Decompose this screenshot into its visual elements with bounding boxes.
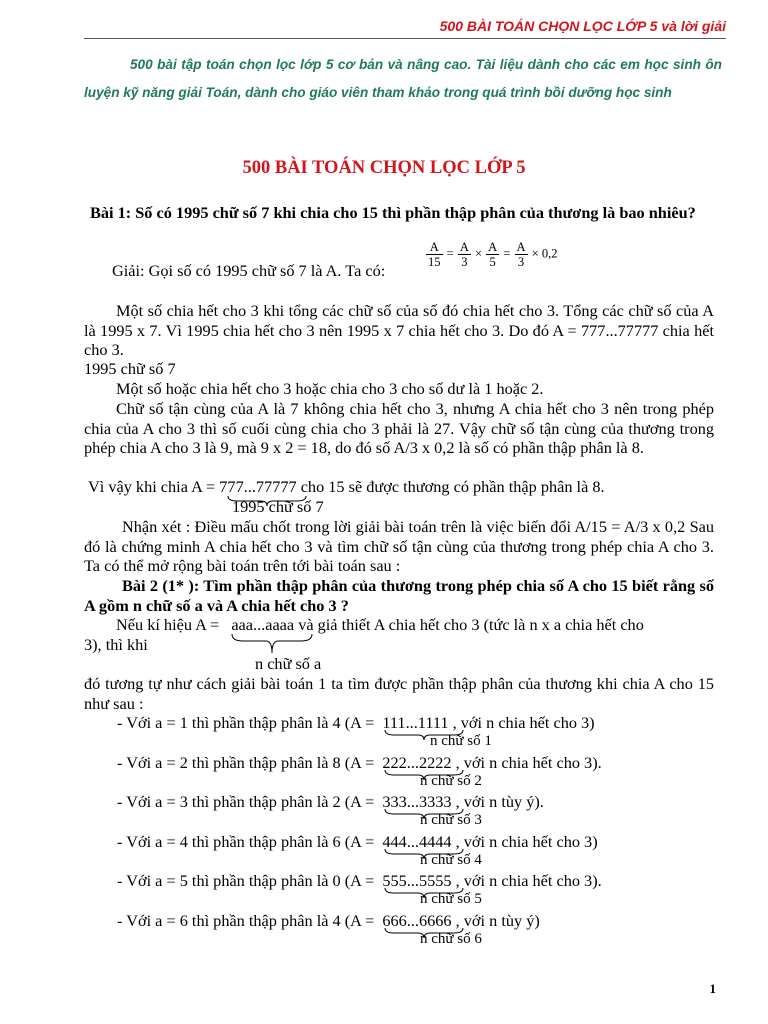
bai2-paragraph-2: đó tương tự như cách giải bài toán 1 ta tìm được phần thập phân của thương khi chia A cho 15 như sau : <box>84 674 714 713</box>
case-item: - Với a = 4 thì phần thập phân là 6 (A = 444...4444 , với n chia hết cho 3) <box>117 832 598 852</box>
bai1-paragraph-2: Một số hoặc chia hết cho 3 hoặc chia cho 3 cho số dư là 1 hoặc 2. <box>116 379 544 398</box>
bai1-paragraph-3: Chữ số tận cùng của A là 7 không chia hết cho 3, nhưng A chia hết cho 3 nên trong phép chia của A cho 3 thì số cuối cùng chia cho 3 phải là 27. Vậy chữ số tận cùng của thương trong phép chia A cho 3 là 9, mà 9 x 2 = 18, do đó số A/3 x 0,2 là số có phần thập phân là 8. <box>84 399 714 458</box>
case-item: - Với a = 1 thì phần thập phân là 4 (A = 111...1111 , với n chia hết cho 3) <box>117 713 595 733</box>
bai2-paragraph-1: Nếu kí hiệu A = aaa...aaaa và giả thiết A chia hết cho 3 (tức là n x a chia hết cho <box>116 615 644 635</box>
number-with-brace: 111...1111 <box>382 713 448 733</box>
number-with-brace: 444...4444 <box>382 832 451 852</box>
case-under-note: n chữ số 3 <box>420 812 482 828</box>
bai2-paragraph-1-line2: 3), thì khi <box>84 635 148 654</box>
bai1-question: Bài 1: Số có 1995 chữ số 7 khi chia cho 15 thì phần thập phân của thương là bao nhiêu? <box>90 203 696 222</box>
page-number: 1 <box>709 981 716 996</box>
number-with-brace: 77...77777 <box>227 477 296 497</box>
bai1-paragraph-1: Một số chia hết cho 3 khi tổng các chữ số của số đó chia hết cho 3. Tổng các chữ số của A là 1995 x 7. Vì 1995 chia hết cho 3 nên 1995 x 7 chia hết cho 3. Do đó A = 777...77777 chia hết cho 3. <box>84 301 714 360</box>
case-item: - Với a = 5 thì phần thập phân là 0 (A = 555...5555 , với n chia hết cho 3). <box>117 871 602 891</box>
underbrace-icon <box>231 633 313 655</box>
bai1-paragraph-4: Vì vậy khi chia A = 777...77777 cho 15 sẽ được thương có phần thập phân là 8. <box>88 477 605 497</box>
case-under-note: n chữ số 2 <box>420 772 482 789</box>
case-item: - Với a = 3 thì phần thập phân là 2 (A = 333...3333 , với n tùy ý). <box>117 792 544 812</box>
case-under-note: n chữ số 1 <box>430 733 492 749</box>
case-under-note: n chữ số 6 <box>420 930 482 947</box>
intro-paragraph: 500 bài tập toán chọn lọc lớp 5 cơ bản và nâng cao. Tài liệu dành cho các em học sinh ôn luyện kỹ năng giải Toán, dành cho giáo viên tham khảo trong quá trình bồi dưỡng học sinh <box>84 57 722 100</box>
bai1-under-note: 1995 chữ số 7 <box>232 497 324 516</box>
number-with-brace: 222...2222 <box>382 753 451 773</box>
bai1-giai: Giải: Gọi số có 1995 chữ số 7 là A. Ta có: <box>112 261 386 280</box>
number-with-brace: 555...5555 <box>382 871 451 891</box>
bai1-note: 1995 chữ số 7 <box>84 359 176 378</box>
number-with-brace: 666...6666 <box>382 911 451 931</box>
bai2-question: Bài 2 (1* ): Tìm phần thập phân của thương trong phép chia số A cho 15 biết rằng số A gồm n chữ số a và A chia hết cho 3 ? <box>84 576 714 615</box>
case-item: - Với a = 6 thì phần thập phân là 4 (A = 666...6666 , với n tùy ý) <box>117 911 540 931</box>
header-divider <box>84 38 726 39</box>
header-title: 500 BÀI TOÁN CHỌN LỌC LỚP 5 và lời giải <box>439 18 726 34</box>
page-title: 500 BÀI TOÁN CHỌN LỌC LỚP 5 <box>242 158 526 178</box>
bai1-paragraph-5: Nhận xét : Điều mấu chốt trong lời giải bài toán trên là việc biến đổi A/15 = A/3 x 0,2 Sau đó là chứng minh A chia hết cho 3 và tìm chữ số tận cùng của thương trong phép chia A cho 3. Ta có thể mở rộng bài toán trên tới bài toán sau : <box>84 517 714 576</box>
case-under-note: n chữ số 4 <box>420 851 482 868</box>
case-item: - Với a = 2 thì phần thập phân là 8 (A = 222...2222 , với n chia hết cho 3). <box>117 753 602 773</box>
number-with-brace: 333...3333 <box>382 792 451 812</box>
number-with-brace: aaa...aaaa <box>231 615 294 635</box>
bai1-formula: $\frac{A}{15}$ = $\frac{A}{3}$ × $\frac{A}{5}$ = $\frac{A}{3}$ × 0,2 <box>428 240 558 269</box>
bai2-under-note: n chữ số a <box>255 654 322 673</box>
case-under-note: n chữ số 5 <box>420 891 482 907</box>
